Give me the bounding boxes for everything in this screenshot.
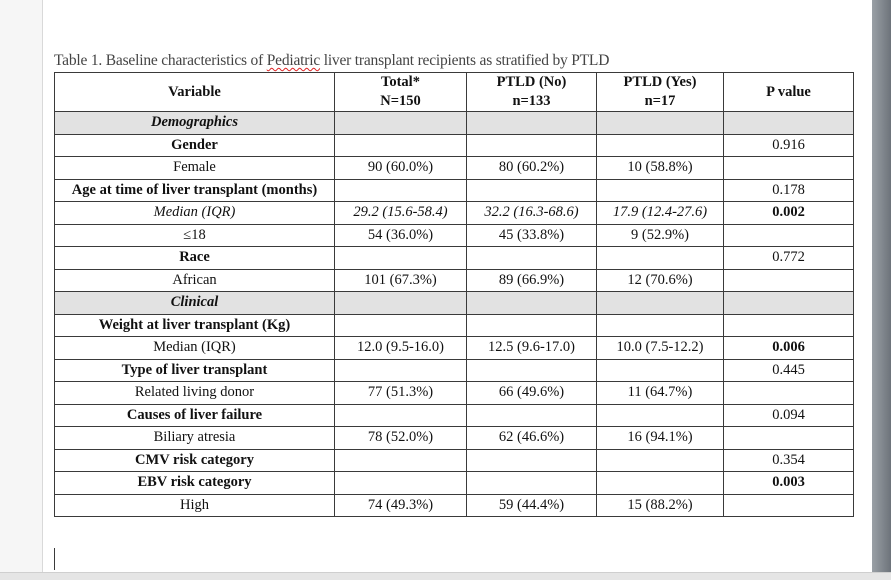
ptld-yes-cell: 9 (52.9%) [597,224,724,247]
p-value-cell: 0.354 [724,449,854,472]
p-value-cell [724,157,854,180]
total-cell: 78 (52.0%) [335,427,467,450]
p-value-cell: 0.002 [724,202,854,225]
p-value-cell [724,224,854,247]
section-label: Clinical [55,292,335,315]
row-label: Median (IQR) [55,202,335,225]
p-value-cell [724,382,854,405]
total-cell: 101 (67.3%) [335,269,467,292]
table-body [55,112,854,517]
window-edge [872,0,891,579]
spellcheck-flagged-word[interactable]: Pediatric [266,52,321,69]
empty-cell [467,314,597,337]
empty-cell [597,472,724,495]
empty-cell [335,472,467,495]
total-cell: 29.2 (15.6-58.4) [335,202,467,225]
baseline-characteristics-table [54,72,854,517]
empty-cell [597,112,724,135]
ptld-yes-cell: 11 (64.7%) [597,382,724,405]
variable-group-row [55,247,854,270]
section-row [55,292,854,315]
header-pvalue: P value [724,73,854,112]
table-row [55,224,854,247]
section-label: Demographics [55,112,335,135]
header-yes-n: n=17 [644,93,676,109]
ptld-yes-cell: 10 (58.8%) [597,157,724,180]
table-row [55,427,854,450]
empty-cell [597,359,724,382]
variable-label: Weight at liver transplant (Kg) [55,314,335,337]
ptld-yes-cell: 16 (94.1%) [597,427,724,450]
p-value-cell: 0.445 [724,359,854,382]
variable-group-row [55,134,854,157]
ptld-no-cell: 12.5 (9.6-17.0) [467,337,597,360]
header-total [335,73,467,112]
ptld-no-cell: 32.2 (16.3-68.6) [467,202,597,225]
empty-cell [467,472,597,495]
variable-group-row [55,359,854,382]
empty-cell [467,179,597,202]
ptld-no-cell: 45 (33.8%) [467,224,597,247]
total-cell: 12.0 (9.5-16.0) [335,337,467,360]
table-caption [54,52,609,70]
table-row [55,494,854,517]
empty-cell [335,449,467,472]
ptld-no-cell: 62 (46.6%) [467,427,597,450]
header-total-n: N=150 [380,93,421,109]
empty-cell [597,134,724,157]
variable-group-row [55,179,854,202]
total-cell: 74 (49.3%) [335,494,467,517]
table-row [55,337,854,360]
empty-cell [597,449,724,472]
variable-label: Race [55,247,335,270]
table-row [55,269,854,292]
header-variable: Variable [55,73,335,112]
caption-suffix: liver transplant recipients as stratified by PTLD [320,52,610,69]
header-no-title: PTLD (No) [496,74,567,90]
empty-cell [597,247,724,270]
p-value-cell [724,494,854,517]
empty-cell [335,359,467,382]
empty-cell [597,404,724,427]
variable-group-row [55,472,854,495]
p-value-cell: 0.916 [724,134,854,157]
variable-label: Age at time of liver transplant (months) [55,179,335,202]
header-total-title: Total* [381,74,420,90]
empty-cell [335,404,467,427]
total-cell: 90 (60.0%) [335,157,467,180]
empty-cell [597,314,724,337]
empty-cell [467,404,597,427]
empty-cell [335,247,467,270]
row-label: Related living donor [55,382,335,405]
empty-cell [335,292,467,315]
ptld-yes-cell: 12 (70.6%) [597,269,724,292]
p-value-cell: 0.006 [724,337,854,360]
header-ptld-no [467,73,597,112]
row-label: Female [55,157,335,180]
variable-group-row [55,449,854,472]
table-row [55,157,854,180]
empty-cell [335,112,467,135]
empty-cell [724,292,854,315]
empty-cell [467,449,597,472]
row-label: ≤18 [55,224,335,247]
ptld-no-cell: 89 (66.9%) [467,269,597,292]
table-continuation [54,548,854,570]
header-no-n: n=133 [512,93,551,109]
empty-cell [467,112,597,135]
p-value-cell: 0.094 [724,404,854,427]
row-label: African [55,269,335,292]
p-value-cell [724,314,854,337]
variable-label: Gender [55,134,335,157]
empty-cell [335,314,467,337]
p-value-cell: 0.772 [724,247,854,270]
p-value-cell: 0.178 [724,179,854,202]
row-label: Median (IQR) [55,337,335,360]
variable-group-row [55,314,854,337]
total-cell: 77 (51.3%) [335,382,467,405]
p-value-cell: 0.003 [724,472,854,495]
empty-cell [597,179,724,202]
ptld-yes-cell: 10.0 (7.5-12.2) [597,337,724,360]
empty-cell [467,134,597,157]
ptld-no-cell: 66 (49.6%) [467,382,597,405]
table-row [55,382,854,405]
variable-label: Type of liver transplant [55,359,335,382]
empty-cell [335,179,467,202]
ptld-no-cell: 80 (60.2%) [467,157,597,180]
row-label: High [55,494,335,517]
section-row [55,112,854,135]
row-label: Biliary atresia [55,427,335,450]
p-value-cell [724,427,854,450]
variable-label: CMV risk category [55,449,335,472]
empty-cell [467,359,597,382]
empty-cell [467,292,597,315]
variable-label: Causes of liver failure [55,404,335,427]
empty-cell [597,292,724,315]
ptld-yes-cell: 15 (88.2%) [597,494,724,517]
p-value-cell [724,269,854,292]
empty-cell [724,112,854,135]
total-cell: 54 (36.0%) [335,224,467,247]
table-header-row [55,73,854,112]
header-yes-title: PTLD (Yes) [623,74,697,90]
header-ptld-yes [597,73,724,112]
table-row [55,202,854,225]
ptld-yes-cell: 17.9 (12.4-27.6) [597,202,724,225]
ptld-no-cell: 59 (44.4%) [467,494,597,517]
variable-label: EBV risk category [55,472,335,495]
empty-cell [467,247,597,270]
empty-cell [335,134,467,157]
variable-group-row [55,404,854,427]
caption-prefix: Table 1. Baseline characteristics of [54,52,267,69]
